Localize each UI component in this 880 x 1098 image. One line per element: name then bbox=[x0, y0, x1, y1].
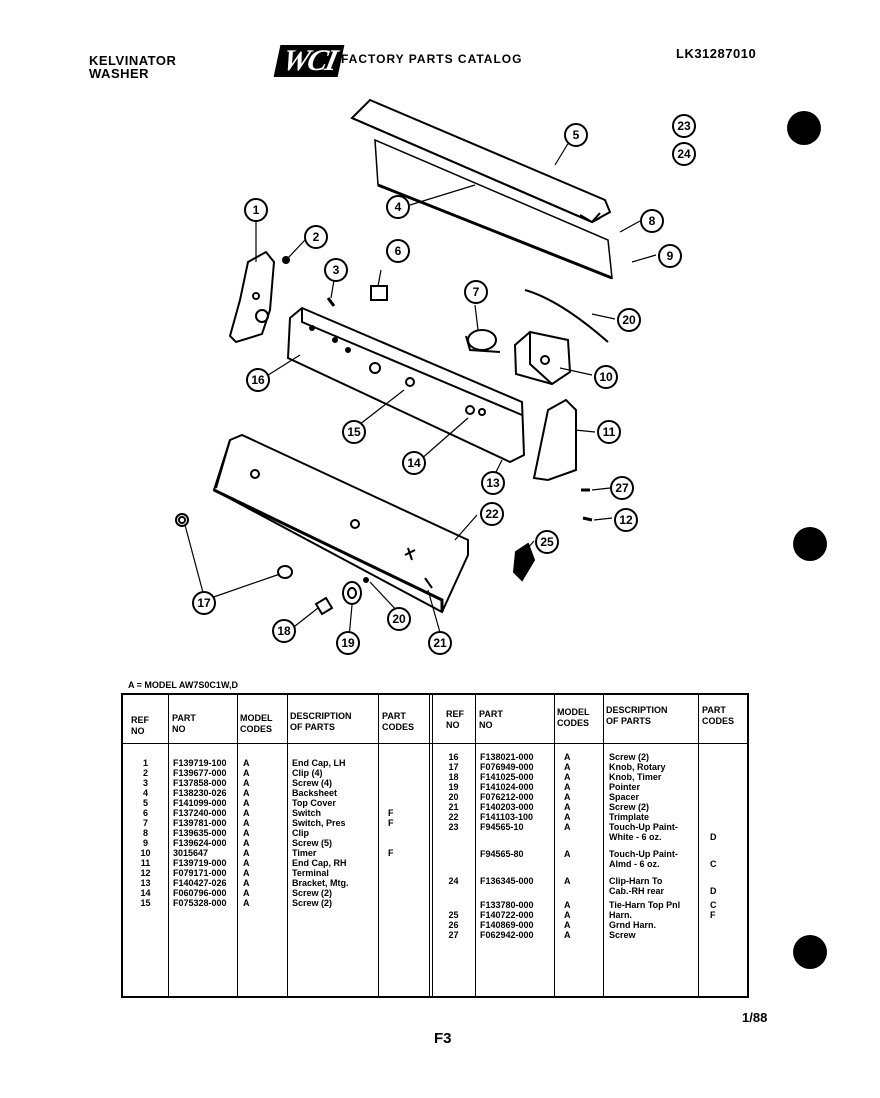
model-note: A = MODEL AW7S0C1W,D bbox=[128, 680, 238, 690]
table-cell: End Cap, LH bbox=[292, 758, 346, 768]
table-cell: Almd - 6 oz. bbox=[609, 859, 660, 869]
table-cell: F140203-000 bbox=[480, 802, 534, 812]
table-cell: F137858-000 bbox=[173, 778, 227, 788]
table-cell: F139624-000 bbox=[173, 838, 227, 848]
table-cell: A bbox=[564, 802, 571, 812]
table-cell: A bbox=[243, 798, 250, 808]
table-row bbox=[432, 752, 747, 762]
table-cell bbox=[432, 896, 475, 910]
table-row bbox=[432, 762, 747, 772]
table-cell: Switch, Pres bbox=[292, 818, 346, 828]
table-cell: Screw (2) bbox=[609, 752, 650, 762]
callout-25 bbox=[536, 531, 558, 553]
table-cell: F141025-000 bbox=[480, 772, 534, 782]
table-cell: 3015647 bbox=[173, 848, 209, 858]
table-cell: A bbox=[243, 778, 250, 788]
svg-text:24: 24 bbox=[677, 147, 691, 161]
svg-text:18: 18 bbox=[277, 624, 291, 638]
table-cell: F136345-000 bbox=[480, 876, 534, 886]
table-cell: Terminal bbox=[292, 868, 329, 878]
callout-12 bbox=[615, 509, 637, 531]
table-cell: Clip bbox=[292, 828, 309, 838]
callout-5 bbox=[565, 124, 587, 146]
table-cell: Knob, Timer bbox=[609, 772, 662, 782]
table-cell: Touch-Up Paint- bbox=[609, 849, 678, 859]
table-cell: D bbox=[710, 832, 717, 842]
table-cell: D bbox=[710, 886, 717, 896]
table-cell: A bbox=[243, 858, 250, 868]
table-cell: A bbox=[564, 849, 571, 859]
table-cell bbox=[378, 838, 429, 848]
table-cell: A bbox=[243, 868, 250, 878]
table-row bbox=[123, 858, 429, 868]
table-row bbox=[123, 758, 429, 768]
table-cell: Top Cover bbox=[292, 798, 336, 808]
svg-text:19: 19 bbox=[341, 636, 355, 650]
callout-8 bbox=[641, 210, 663, 232]
table-cell bbox=[432, 832, 475, 842]
table-cell: A bbox=[243, 758, 250, 768]
table-cell bbox=[698, 869, 747, 886]
table-cell: A bbox=[564, 812, 571, 822]
table-cell: Screw (4) bbox=[292, 778, 333, 788]
binder-hole-bottom bbox=[793, 935, 827, 969]
table-cell: 6 bbox=[142, 808, 148, 818]
table-cell: Clip (4) bbox=[292, 768, 323, 778]
svg-text:3: 3 bbox=[332, 263, 340, 277]
svg-text:21: 21 bbox=[433, 636, 447, 650]
table-cell: A bbox=[243, 838, 250, 848]
table-cell: F bbox=[388, 808, 394, 818]
table-cell: F141099-000 bbox=[173, 798, 227, 808]
table-cell: Trimplate bbox=[609, 812, 650, 822]
table-cell: A bbox=[243, 888, 250, 898]
table-cell: Clip-Harn To bbox=[609, 876, 663, 886]
table-row bbox=[432, 842, 747, 859]
table-cell: 16 bbox=[448, 752, 459, 762]
table-cell: 19 bbox=[448, 782, 459, 792]
table-row bbox=[432, 782, 747, 792]
table-cell bbox=[432, 842, 475, 859]
table-cell bbox=[698, 822, 747, 832]
table-cell bbox=[378, 888, 429, 898]
trimplate-drawing bbox=[214, 435, 468, 612]
svg-text:13: 13 bbox=[486, 476, 500, 490]
table-row bbox=[432, 812, 747, 822]
svg-text:9: 9 bbox=[666, 249, 674, 263]
table-cell bbox=[698, 792, 747, 802]
callout-14 bbox=[403, 452, 425, 474]
callout-10 bbox=[595, 366, 617, 388]
table-row bbox=[123, 888, 429, 898]
table-cell: Touch-Up Paint- bbox=[609, 822, 678, 832]
table-row bbox=[123, 778, 429, 788]
product-type: WASHER bbox=[89, 66, 150, 81]
table-row bbox=[123, 798, 429, 808]
callout-24 bbox=[673, 143, 695, 165]
callout-18 bbox=[273, 620, 295, 642]
ref-no-header-right: REF NO bbox=[446, 709, 464, 730]
timer-drawing bbox=[515, 332, 570, 384]
table-cell: 8 bbox=[142, 828, 148, 838]
table-cell: F139719-100 bbox=[173, 758, 227, 768]
table-cell: 27 bbox=[448, 930, 459, 940]
table-cell: A bbox=[564, 920, 571, 930]
end-cap-right-drawing bbox=[534, 400, 576, 480]
table-cell: A bbox=[564, 910, 571, 920]
callout-20-top bbox=[618, 309, 640, 331]
table-cell: A bbox=[564, 822, 571, 832]
table-cell: A bbox=[564, 876, 571, 886]
wci-logo: WCI bbox=[274, 45, 345, 77]
table-cell: 20 bbox=[448, 792, 459, 802]
callout-2 bbox=[305, 226, 327, 248]
callout-1 bbox=[245, 199, 267, 221]
table-cell bbox=[475, 886, 554, 896]
table-cell: F139781-000 bbox=[173, 818, 227, 828]
callout-27 bbox=[611, 477, 633, 499]
callout-9 bbox=[659, 245, 681, 267]
table-cell bbox=[378, 868, 429, 878]
table-cell: 12 bbox=[140, 868, 151, 878]
callout-4 bbox=[387, 196, 409, 218]
description-header-left: DESCRIPTION OF PARTS bbox=[290, 711, 352, 732]
table-row bbox=[123, 818, 429, 828]
part-codes-header-left: PART CODES bbox=[382, 711, 415, 732]
table-cell: F060796-000 bbox=[173, 888, 227, 898]
table-row bbox=[123, 848, 429, 858]
svg-text:25: 25 bbox=[540, 535, 554, 549]
table-cell: Bracket, Mtg. bbox=[292, 878, 349, 888]
table-cell: 21 bbox=[448, 802, 459, 812]
table-cell: 14 bbox=[140, 888, 151, 898]
table-cell: Screw bbox=[609, 930, 636, 940]
table-row bbox=[432, 920, 747, 930]
catalog-title: FACTORY PARTS CATALOG bbox=[341, 52, 523, 66]
description-header-right: DESCRIPTION OF PARTS bbox=[606, 705, 668, 726]
table-cell: F062942-000 bbox=[480, 930, 534, 940]
table-cell: A bbox=[243, 878, 250, 888]
table-cell bbox=[378, 898, 429, 908]
table-cell bbox=[378, 778, 429, 788]
table-cell: A bbox=[564, 900, 571, 910]
callout-17 bbox=[193, 592, 215, 614]
table-cell: F138230-026 bbox=[173, 788, 227, 798]
parts-list-right bbox=[432, 752, 747, 940]
svg-text:8: 8 bbox=[648, 214, 656, 228]
callout-6 bbox=[387, 240, 409, 262]
svg-text:15: 15 bbox=[347, 425, 361, 439]
table-cell bbox=[698, 920, 747, 930]
table-cell: Knob, Rotary bbox=[609, 762, 666, 772]
table-cell: Backsheet bbox=[292, 788, 338, 798]
table-cell: Grnd Harn. bbox=[609, 920, 657, 930]
table-cell: Harn. bbox=[609, 910, 633, 920]
table-row bbox=[432, 869, 747, 886]
table-cell: 7 bbox=[142, 818, 148, 828]
table-cell: 23 bbox=[448, 822, 459, 832]
table-cell: 24 bbox=[448, 876, 459, 886]
table-cell: F139719-000 bbox=[173, 858, 227, 868]
model-codes-header-right: MODEL CODES bbox=[557, 707, 590, 728]
table-cell bbox=[698, 812, 747, 822]
table-cell bbox=[698, 930, 747, 940]
svg-text:1: 1 bbox=[252, 203, 260, 217]
table-row bbox=[432, 910, 747, 920]
end-cap-left-drawing bbox=[230, 252, 274, 342]
table-row bbox=[432, 930, 747, 940]
callout-15 bbox=[343, 421, 365, 443]
svg-text:10: 10 bbox=[599, 370, 613, 384]
table-cell: Spacer bbox=[609, 792, 640, 802]
part-no-header-left: PART NO bbox=[172, 713, 196, 734]
table-cell: White - 6 oz. bbox=[609, 832, 662, 842]
table-cell bbox=[698, 842, 747, 859]
table-cell bbox=[378, 788, 429, 798]
table-cell bbox=[554, 859, 603, 869]
table-row bbox=[432, 792, 747, 802]
table-cell bbox=[432, 886, 475, 896]
table-cell: Screw (2) bbox=[292, 888, 333, 898]
svg-text:11: 11 bbox=[602, 425, 616, 439]
table-row bbox=[432, 859, 747, 869]
table-cell: A bbox=[564, 930, 571, 940]
model-codes-header-left: MODEL CODES bbox=[240, 713, 273, 734]
table-cell: F140427-026 bbox=[173, 878, 227, 888]
part-no-header-right: PART NO bbox=[479, 709, 503, 730]
svg-text:23: 23 bbox=[677, 119, 691, 133]
table-cell: A bbox=[243, 898, 250, 908]
pressure-switch-drawing bbox=[466, 330, 500, 352]
svg-text:16: 16 bbox=[251, 373, 265, 387]
table-cell: F137240-000 bbox=[173, 808, 227, 818]
svg-text:2: 2 bbox=[312, 230, 320, 244]
table-cell bbox=[378, 798, 429, 808]
table-cell: C bbox=[710, 900, 717, 910]
svg-text:4: 4 bbox=[394, 200, 402, 214]
table-cell bbox=[432, 859, 475, 869]
table-cell: F94565-80 bbox=[480, 849, 524, 859]
table-cell: Screw (5) bbox=[292, 838, 333, 848]
table-cell: 2 bbox=[142, 768, 148, 778]
table-cell bbox=[475, 832, 554, 842]
svg-text:22: 22 bbox=[485, 507, 499, 521]
parts-table bbox=[121, 693, 749, 998]
svg-text:20: 20 bbox=[622, 313, 636, 327]
table-cell: F139635-000 bbox=[173, 828, 227, 838]
table-cell: A bbox=[243, 808, 250, 818]
callout-7 bbox=[465, 281, 487, 303]
table-cell: F075328-000 bbox=[173, 898, 227, 908]
table-cell: F133780-000 bbox=[480, 900, 534, 910]
table-cell: A bbox=[564, 782, 571, 792]
table-cell: 22 bbox=[448, 812, 459, 822]
table-cell bbox=[378, 878, 429, 888]
table-cell: Screw (2) bbox=[609, 802, 650, 812]
callout-23 bbox=[673, 115, 695, 137]
table-cell: 4 bbox=[142, 788, 148, 798]
callout-22 bbox=[481, 503, 503, 525]
table-cell: Switch bbox=[292, 808, 322, 818]
table-cell: A bbox=[564, 752, 571, 762]
table-cell: A bbox=[243, 848, 250, 858]
table-row bbox=[123, 838, 429, 848]
callout-16 bbox=[247, 369, 269, 391]
table-cell: A bbox=[243, 788, 250, 798]
svg-text:27: 27 bbox=[615, 481, 629, 495]
table-row bbox=[432, 822, 747, 832]
table-cell: A bbox=[564, 762, 571, 772]
page-number: F3 bbox=[434, 1030, 452, 1047]
table-cell: F079171-000 bbox=[173, 868, 227, 878]
table-cell: A bbox=[243, 828, 250, 838]
table-cell: F076212-000 bbox=[480, 792, 534, 802]
table-cell: 11 bbox=[140, 858, 151, 868]
table-cell: 18 bbox=[448, 772, 459, 782]
table-row bbox=[123, 868, 429, 878]
table-cell: F076949-000 bbox=[480, 762, 534, 772]
callout-3 bbox=[325, 259, 347, 281]
svg-text:14: 14 bbox=[407, 456, 421, 470]
catalog-code: LK31287010 bbox=[676, 46, 757, 61]
table-cell: 9 bbox=[142, 838, 148, 848]
callout-19 bbox=[337, 632, 359, 654]
svg-text:12: 12 bbox=[619, 513, 633, 527]
table-cell: C bbox=[710, 859, 717, 869]
table-cell: Tie-Harn Top Pnl bbox=[609, 900, 681, 910]
table-cell bbox=[698, 752, 747, 762]
parts-list-left bbox=[123, 758, 429, 908]
table-cell bbox=[698, 772, 747, 782]
table-cell: 26 bbox=[448, 920, 459, 930]
callout-11 bbox=[598, 421, 620, 443]
table-cell: 15 bbox=[140, 898, 151, 908]
table-cell: 1 bbox=[142, 758, 148, 768]
table-cell: Cab.-RH rear bbox=[609, 886, 665, 896]
table-cell: 5 bbox=[142, 798, 148, 808]
table-row bbox=[123, 828, 429, 838]
table-row bbox=[123, 808, 429, 818]
table-cell: F141103-100 bbox=[480, 812, 534, 822]
table-cell: A bbox=[564, 772, 571, 782]
table-cell: 25 bbox=[448, 910, 459, 920]
table-cell: 10 bbox=[140, 848, 151, 858]
table-cell: A bbox=[243, 768, 250, 778]
table-cell bbox=[378, 758, 429, 768]
ref-no-header-left: REF NO bbox=[131, 715, 149, 736]
table-cell: Screw (2) bbox=[292, 898, 333, 908]
table-cell bbox=[378, 828, 429, 838]
table-row bbox=[432, 896, 747, 910]
table-row bbox=[123, 768, 429, 778]
table-cell: F bbox=[710, 910, 716, 920]
svg-text:7: 7 bbox=[472, 285, 480, 299]
callout-20-bottom bbox=[388, 608, 410, 630]
table-cell: F140869-000 bbox=[480, 920, 534, 930]
table-cell: F bbox=[388, 848, 394, 858]
table-cell: 17 bbox=[448, 762, 459, 772]
callout-13 bbox=[482, 472, 504, 494]
table-cell: A bbox=[243, 818, 250, 828]
table-cell bbox=[554, 886, 603, 896]
svg-text:5: 5 bbox=[572, 128, 580, 142]
table-cell bbox=[698, 802, 747, 812]
table-row bbox=[123, 898, 429, 908]
table-cell: Pointer bbox=[609, 782, 641, 792]
table-cell: 13 bbox=[140, 878, 151, 888]
callout-21 bbox=[429, 632, 451, 654]
brand-name: KELVINATOR bbox=[89, 53, 177, 68]
svg-text:20: 20 bbox=[392, 612, 406, 626]
table-cell bbox=[554, 832, 603, 842]
table-cell: F bbox=[388, 818, 394, 828]
table-cell: F140722-000 bbox=[480, 910, 534, 920]
table-cell bbox=[378, 768, 429, 778]
table-row bbox=[123, 788, 429, 798]
table-cell bbox=[475, 859, 554, 869]
revision-date: 1/88 bbox=[742, 1010, 768, 1025]
table-cell: F138021-000 bbox=[480, 752, 534, 762]
table-cell: 3 bbox=[142, 778, 148, 788]
svg-text:6: 6 bbox=[394, 244, 402, 258]
table-cell: Timer bbox=[292, 848, 317, 858]
table-row bbox=[432, 832, 747, 842]
table-cell: F94565-10 bbox=[480, 822, 524, 832]
svg-text:17: 17 bbox=[197, 596, 211, 610]
table-cell: End Cap, RH bbox=[292, 858, 347, 868]
table-cell: A bbox=[564, 792, 571, 802]
table-cell bbox=[698, 782, 747, 792]
table-row bbox=[123, 878, 429, 888]
table-cell bbox=[378, 858, 429, 868]
table-row bbox=[432, 772, 747, 782]
table-row bbox=[432, 886, 747, 896]
table-row bbox=[432, 802, 747, 812]
table-cell: F141024-000 bbox=[480, 782, 534, 792]
table-cell: F139677-000 bbox=[173, 768, 227, 778]
table-cell bbox=[698, 762, 747, 772]
part-codes-header-right: PART CODES bbox=[702, 705, 735, 726]
